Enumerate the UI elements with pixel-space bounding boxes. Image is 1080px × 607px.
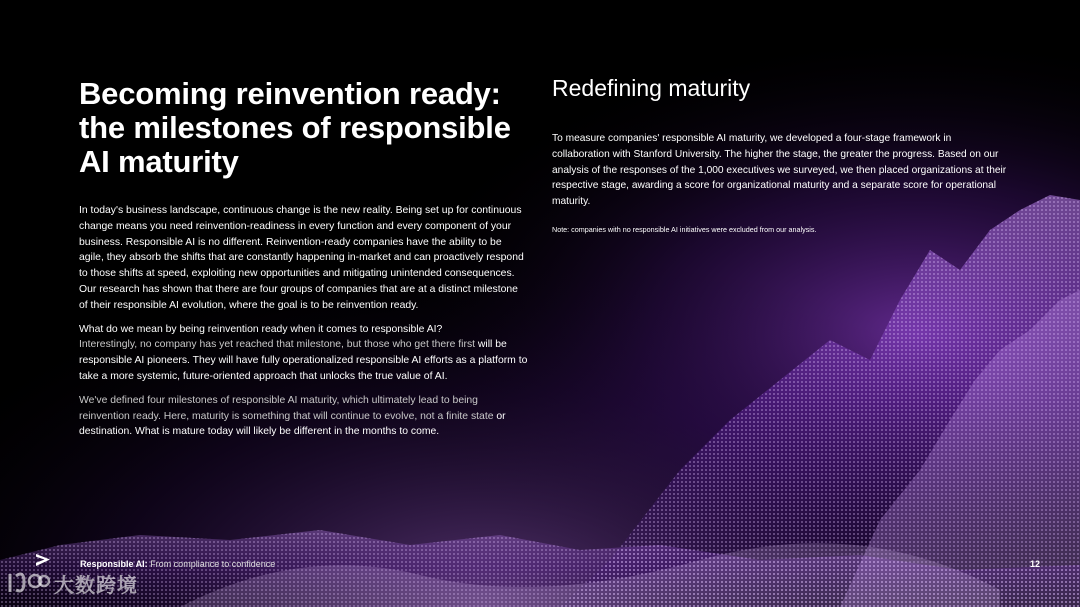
footer-brand-subtitle: From compliance to confidence — [147, 559, 276, 569]
main-body-text — [79, 203, 529, 448]
milestones-dim-text: We've defined four milestones of responsible AI maturity, which ultimately lead to being reinvention ready. Here, maturity is something that will continue to evolve, not a finite state — [79, 394, 494, 422]
milestones-paragraph — [79, 393, 529, 440]
question-line: What do we mean by being reinvention ready when it comes to responsible AI? — [79, 323, 443, 335]
page-number: 12 — [1029, 559, 1040, 569]
page-title-line-3: AI maturity — [79, 144, 239, 179]
accenture-chevron-icon — [35, 553, 51, 567]
question-paragraph — [79, 322, 529, 385]
section-title: Redefining maturity — [552, 75, 751, 101]
page-title-line-1: Becoming reinvention ready: — [79, 76, 501, 111]
watermark — [6, 568, 138, 598]
page-title — [79, 77, 529, 179]
question-rest-text: will be responsible AI pioneers. They will have fully operationalized responsible AI efforts as a platform to take a more systemic, future-oriented approach that unlocks the true value of AI. — [79, 339, 528, 382]
footer-brand-bold: Responsible AI: — [80, 559, 148, 569]
section-body: To measure companies' responsible AI maturity, we developed a four-stage framework in collaboration with Stanford University. The higher the stage, the greater the progress. Based on our analysis of the responses of the 1,000 executives we surveyed, we then placed organizations at their respective stage, awarding a score for organizational maturity and a separate score for operational maturity. — [552, 133, 1007, 208]
milestones-rest-text: or destination. What is mature today will likely be different in the months to come. — [79, 410, 506, 438]
analysis-note: Note: companies with no responsible AI initiatives were excluded from our analysis. — [552, 225, 817, 234]
watermark-text: 大数跨境 — [54, 572, 138, 597]
intro-paragraph: In today's business landscape, continuous change is the new reality. Being set up for continuous change means you need reinvention-readiness in every function and every component of your business. Responsible AI is no different. Reinvention-ready companies have the ability to be agile, they absorb the shifts that are constantly happening in-market and can proactively respond to those shifts at speed, exploiting new opportunities and mitigating unintended consequences. Our research has shown that there are four groups of companies that are at a distinct milestone of their responsible AI evolution, where the goal is to be reinvention ready. — [79, 205, 524, 311]
watermark-logo-icon — [6, 568, 50, 598]
question-dim-text: Interestingly, no company has yet reached that milestone, but those who get there first — [79, 339, 476, 351]
page-title-line-2: the milestones of responsible — [79, 110, 511, 145]
